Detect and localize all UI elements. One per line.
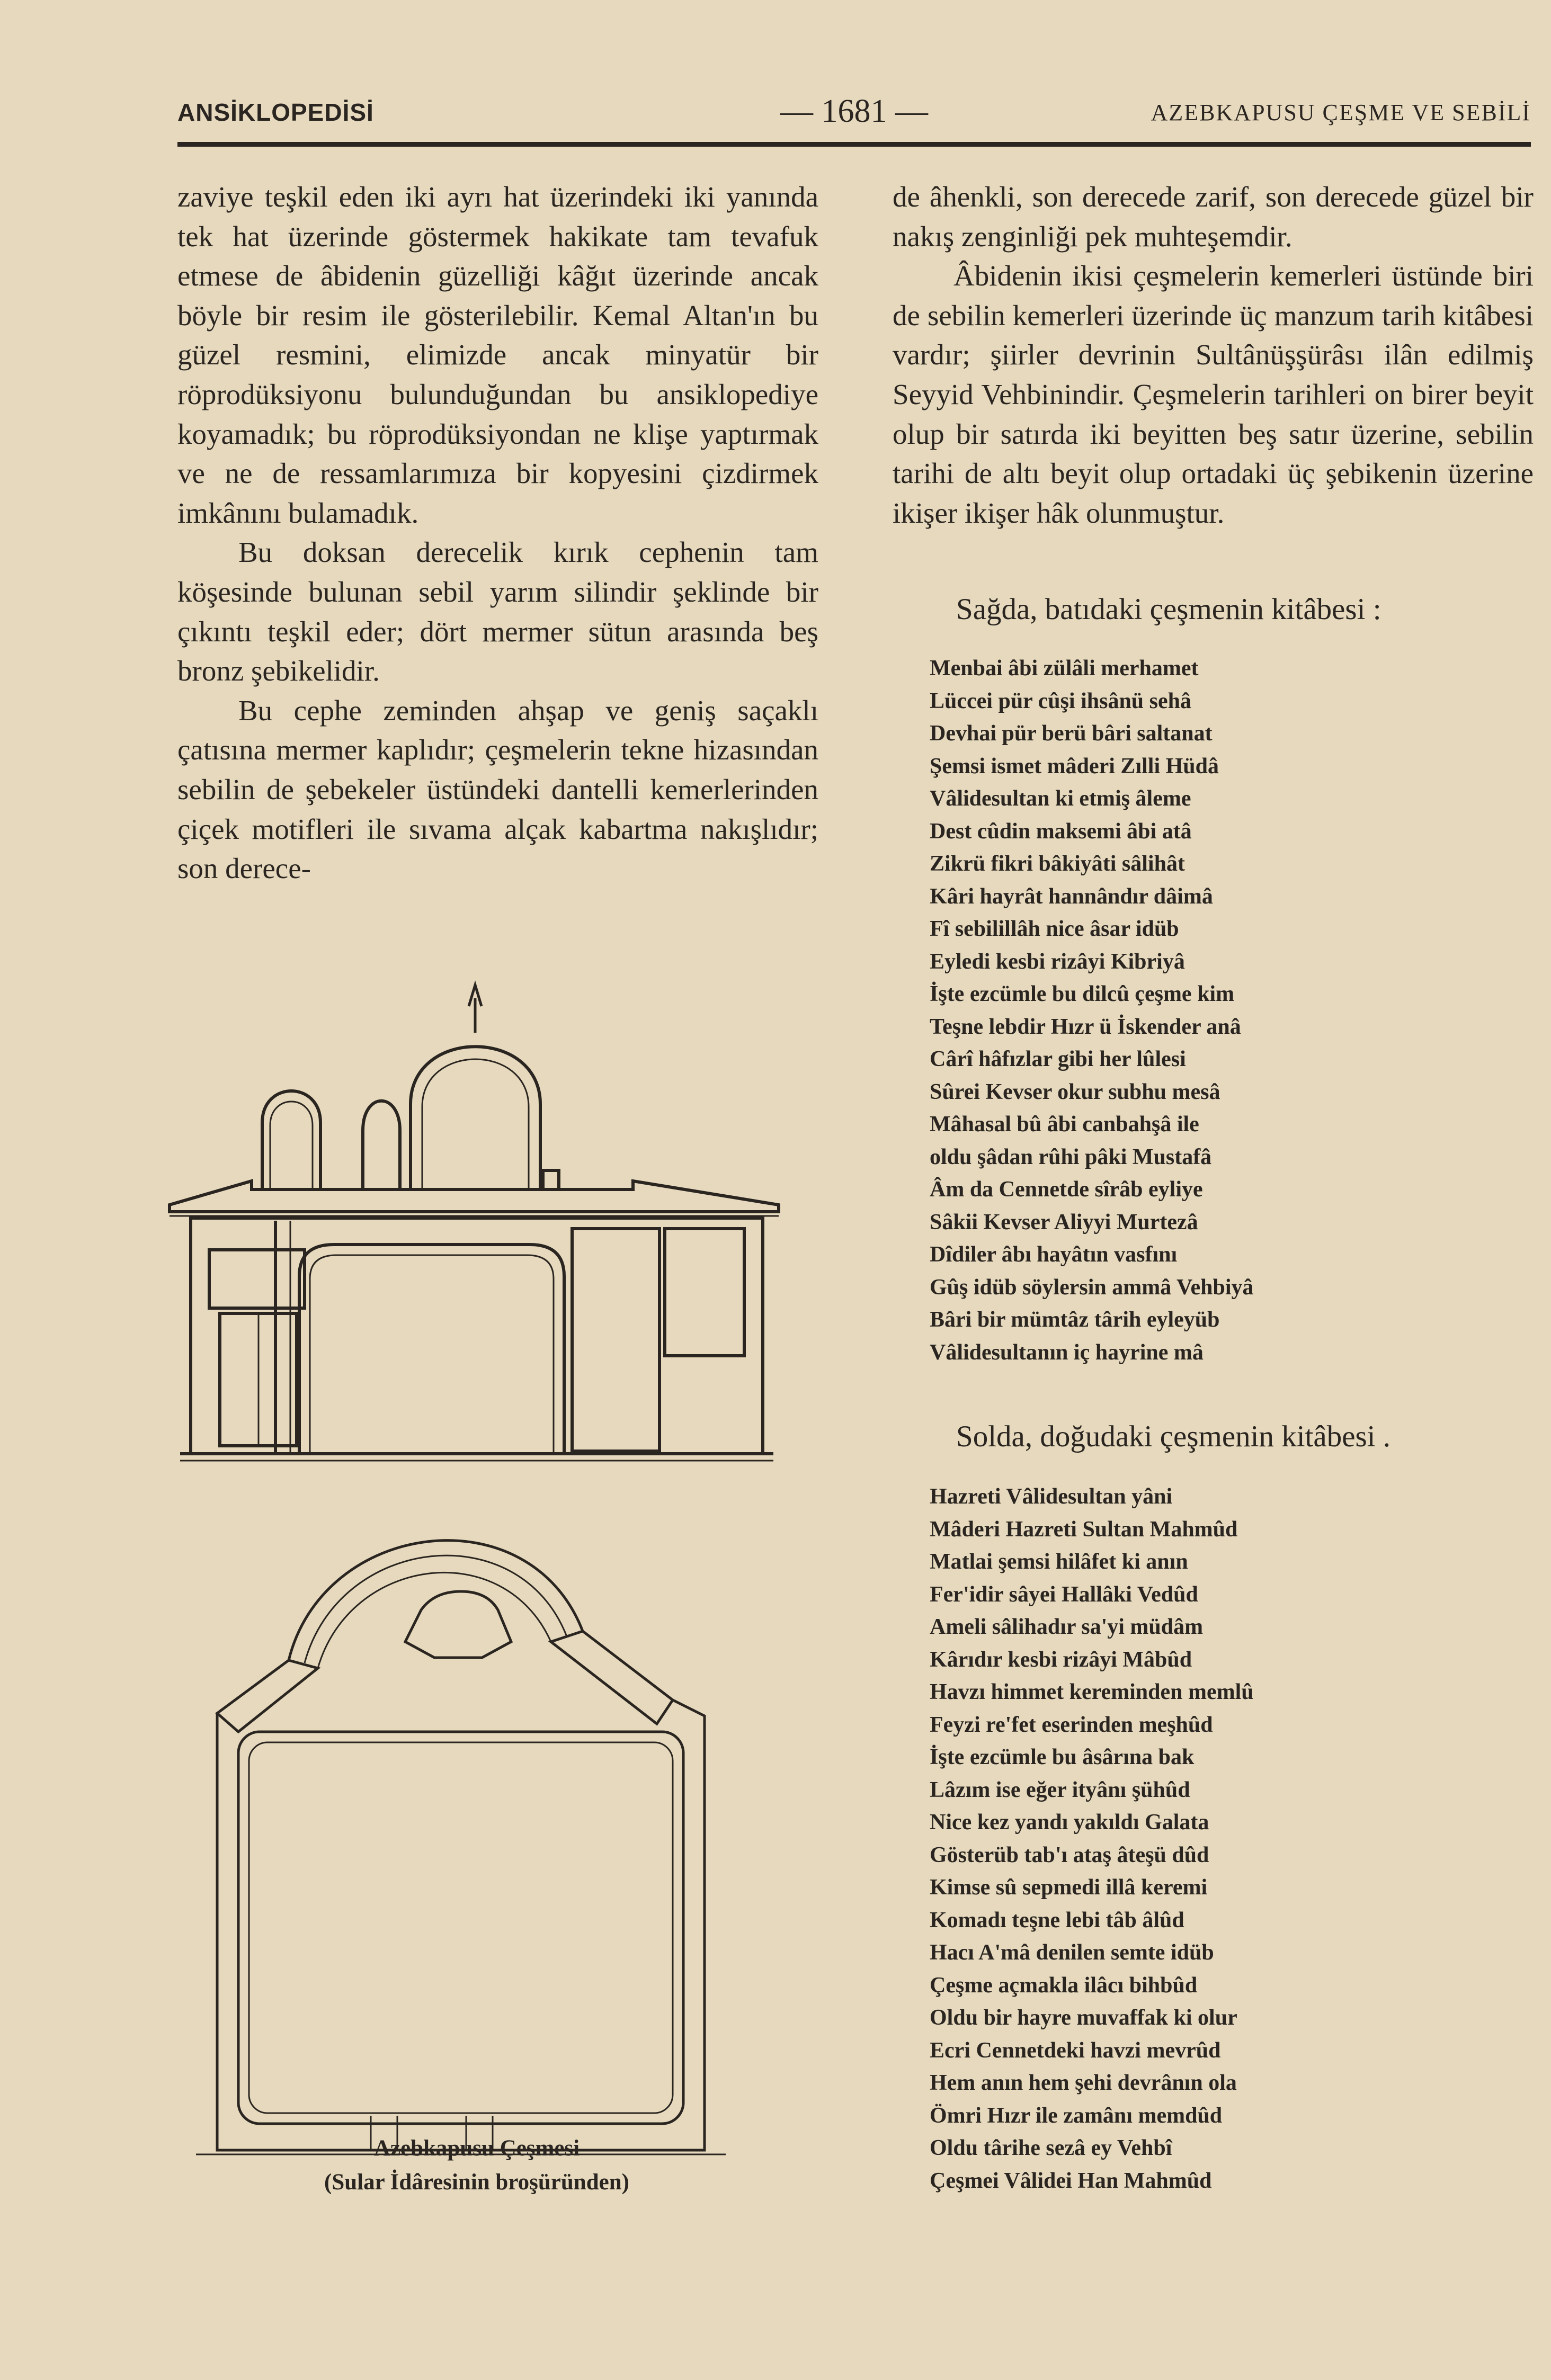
inscription-line: Havzı himmet kereminden memlû — [930, 1680, 1254, 1704]
inscription-line: Fer'idir sâyei Hallâki Vedûd — [930, 1582, 1198, 1607]
inscription-line: Sûrei Kevser okur subhu mesâ — [930, 1079, 1220, 1104]
inscription-line: Lüccei pür cûşi ihsânü sehâ — [930, 688, 1192, 713]
right-paragraph-2: Âbidenin ikisi çeşmelerin kemerleri üstünde biri de sebilin kemerleri üzerinde üç manzum tarih kitâbesi vardır; şiirler devrinin Sultânüşşürâsı ilân edilmiş Seyyid Vehbinindir. Çeşmelerin tarihleri on birer beyit olup bir satırda iki beyitten beş satır üzerine, sebilin tarihi de altı beyit olup ortadaki üç şebikenin üzerine ikişer ikişer hâk olunmuştur. — [893, 260, 1534, 529]
left-paragraph-3: Bu cephe zeminden ahşap ve geniş saçaklı çatısına mermer kaplıdır; çeşmelerin tekne hizasından sebilin de şebekeler üstündeki dantelli kemerlerinden çiçek motifleri ile sıvama alçak kabartma nakışlıdır; son derece- — [177, 694, 818, 885]
inscription-line: Kârıdır kesbi rizâyi Mâbûd — [930, 1647, 1192, 1672]
inscription-line: Gûş idüb söylersin ammâ Vehbiyâ — [930, 1275, 1254, 1300]
running-title-left: ANSİKLOPEDİSİ — [177, 99, 374, 126]
figure-caption-title: Azebkapusu Çeşmesi — [373, 2136, 580, 2161]
inscription-line: Kâri hayrât hannândır dâimâ — [930, 884, 1213, 909]
figure-caption — [159, 2132, 795, 2199]
running-title-right: AZEBKAPUSU ÇEŞME VE SEBİLİ — [1151, 100, 1531, 126]
inscription-line: Ameli sâlihadır sa'yi müdâm — [930, 1615, 1204, 1639]
inscription-line: Cârî hâfızlar gibi her lûlesi — [930, 1047, 1186, 1071]
inscription-line: İşte ezcümle bu dilcû çeşme kim — [930, 982, 1235, 1006]
inscription-line: Mâderi Hazreti Sultan Mahmûd — [930, 1517, 1238, 1542]
figure-caption-source: (Sular İdâresinin broşüründen) — [324, 2170, 629, 2195]
inscription-line: Bâri bir mümtâz târih eyleyüb — [930, 1308, 1220, 1332]
plan-outer-rect — [217, 1700, 705, 2150]
inscription-line: Eyledi kesbi rizâyi Kibriyâ — [930, 949, 1185, 974]
inscription-line: Hazreti Vâlidesultan yâni — [930, 1484, 1173, 1509]
inscription-line: Ecri Cennetdeki havzi mevrûd — [930, 2038, 1221, 2063]
middle-small-dome — [363, 1101, 400, 1189]
inscription-line: Dîdiler âbı hayâtın vasfını — [930, 1242, 1178, 1267]
east-inscription-heading: Solda, doğudaki çeşmenin kitâbesi . — [956, 1420, 1391, 1453]
inscription-line: Vâlidesultan ki etmiş âleme — [930, 786, 1191, 811]
inscription-line: Çeşme açmakla ilâcı bihbûd — [930, 1973, 1198, 1998]
plan-inner-room — [238, 1732, 683, 2124]
left-paragraph-1: zaviye teşkil eden iki ayrı hat üzerindeki iki yanında tek hat üzerinde göstermek hakikate tam tevafuk etmese de âbidenin güzelliği kâğıt üzerinde ancak böyle bir resim ile gösterilebilir. Kemal Altan'ın bu güzel resmini, elimizde ancak minyatür bir röprodüksiyonu bulunduğundan bu ansiklopediye koyamadık; bu röprodüksiyondan ne klişe yaptırmak ve ne de ressamlarımıza bir kopyesini çizdirmek imkânını bulamadık. — [177, 181, 818, 529]
inscription-line: Dest cûdin maksemi âbi atâ — [930, 819, 1192, 844]
inscription-line: oldu şâdan rûhi pâki Mustafâ — [930, 1144, 1212, 1169]
inscription-line: Feyzi re'fet eserinden meşhûd — [930, 1712, 1213, 1737]
inscription-line: Şemsi ismet mâderi Zılli Hüdâ — [930, 754, 1219, 779]
plan-drawing — [196, 1541, 726, 2154]
inscription-line: Gösterüb tab'ı ataş âteşü dûd — [930, 1842, 1209, 1867]
main-dome — [411, 1046, 540, 1189]
elevation-drawing — [170, 985, 779, 1461]
right-paragraph-1: de âhenkli, son derecede zarif, son derecede güzel bir nakış zenginliği pek muhteşemdir. — [893, 181, 1534, 253]
fountain-architectural-drawing — [159, 948, 848, 2166]
inscription-line: Âm da Cennetde sîrâb eyliye — [930, 1177, 1203, 1202]
inscription-line: Ömri Hızr ile zamânı memdûd — [930, 2103, 1223, 2128]
dome-finial — [469, 985, 482, 1033]
inscription-line: Komadı teşne lebi tâb âlûd — [930, 1908, 1184, 1932]
inscription-line: Devhai pür berü bâri saltanat — [930, 721, 1213, 746]
inscription-line: Hacı A'mâ denilen semte idüb — [930, 1940, 1214, 1965]
plan-left-wall — [217, 1660, 318, 1732]
plan-sebil-kiosk — [405, 1591, 511, 1658]
header-rule — [177, 142, 1531, 147]
plan-outer-arc — [289, 1541, 583, 1660]
plan-right-wall — [551, 1631, 673, 1724]
inscription-line: Oldu bir hayre muvaffak ki olur — [930, 2006, 1237, 2030]
inscription-line: Matlai şemsi hilâfet ki anın — [930, 1550, 1188, 1574]
west-inscription-poem — [930, 652, 1539, 1369]
large-arch — [299, 1245, 564, 1454]
inscription-line: Fî sebilillâh nice âsar idüb — [930, 917, 1179, 941]
right-column — [893, 177, 1534, 533]
page-number: — 1681 — — [780, 93, 928, 129]
left-paragraph-2: Bu doksan derecelik kırık cephenin tam köşesinde bulunan sebil yarım silindir şeklinde bir çıkıntı teşkil eder; dört mermer sütun arasında beş bronz şebikelidir. — [177, 536, 818, 687]
inscription-line: Hem anın hem şehi devrânın ola — [930, 2071, 1237, 2095]
east-inscription-poem — [930, 1481, 1539, 2197]
inscription-line: Zikrü fikri bâkiyâti sâlihât — [930, 852, 1185, 876]
inscription-line: Çeşmei Vâlidei Han Mahmûd — [930, 2168, 1212, 2193]
west-inscription-heading: Sağda, batıdaki çeşmenin kitâbesi : — [956, 593, 1381, 626]
inscription-line: Sâkii Kevser Aliyyi Murtezâ — [930, 1210, 1198, 1234]
inscription-line: Kimse sû sepmedi illâ keremi — [930, 1875, 1208, 1900]
inscription-line: Menbai âbi zülâli merhamet — [930, 656, 1199, 681]
inscription-line: Teşne lebdir Hızr ü İskender anâ — [930, 1014, 1241, 1039]
inscription-line: Mâhasal bû âbi canbahşâ ile — [930, 1112, 1199, 1137]
inscription-line: İşte ezcümle bu âsârına bak — [930, 1745, 1195, 1769]
inscription-line: Lâzım ise eğer ityânı şühûd — [930, 1777, 1190, 1802]
inscription-line: Nice kez yandı yakıldı Galata — [930, 1810, 1209, 1835]
page-header — [177, 93, 1531, 130]
inscription-line: Vâlidesultanın iç hayrine mâ — [930, 1340, 1204, 1365]
inscription-line: Oldu târihe sezâ ey Vehbî — [930, 2136, 1172, 2160]
left-column — [177, 177, 818, 889]
